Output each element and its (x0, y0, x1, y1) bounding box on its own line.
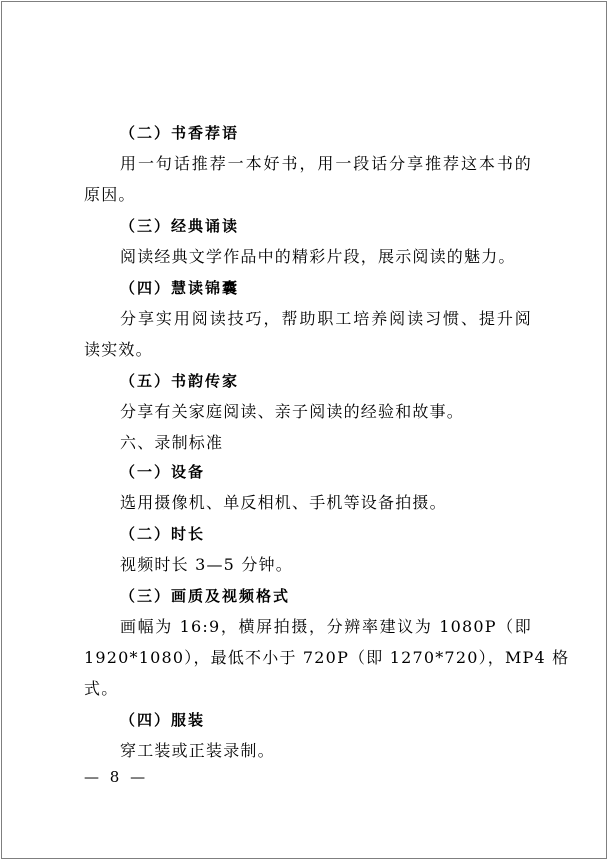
paragraph-line: 式。 (84, 679, 119, 698)
section-heading-family-reading: （五）书韵传家 (120, 372, 240, 390)
paragraph-line: 用一句话推荐一本好书，用一段话分享推荐这本书的 (120, 154, 532, 173)
paragraph-line: 分享实用阅读技巧，帮助职工培养阅读习惯、提升阅 (120, 309, 532, 328)
section-heading-classic-recitation: （三）经典诵读 (120, 217, 240, 235)
section-heading-recording-standards: 六、录制标准 (120, 433, 224, 452)
paragraph-line: 分享有关家庭阅读、亲子阅读的经验和故事。 (120, 402, 465, 421)
paragraph-line: 穿工装或正装录制。 (120, 741, 275, 760)
subsection-heading-equipment: （一）设备 (120, 463, 206, 481)
paragraph-line: 1920*1080），最低不小于 720P（即 1270*720），MP4 格 (84, 648, 570, 667)
subsection-heading-duration: （二）时长 (120, 525, 206, 543)
paragraph-line: 阅读经典文学作品中的精彩片段，展示阅读的魅力。 (120, 247, 516, 266)
paragraph-line: 画幅为 16:9，横屏拍摄，分辨率建议为 1080P（即 (120, 617, 532, 636)
paragraph-line: 原因。 (84, 185, 136, 204)
section-heading-book-recommendation: （二）书香荐语 (120, 124, 240, 142)
paragraph-line: 读实效。 (84, 340, 153, 359)
paragraph-line: 选用摄像机、单反相机、手机等设备拍摄。 (120, 493, 447, 512)
page-border (1, 1, 607, 859)
paragraph-line: 视频时长 3—5 分钟。 (120, 555, 293, 574)
section-heading-reading-tips: （四）慧读锦囊 (120, 279, 240, 297)
subsection-heading-video-format: （三）画质及视频格式 (120, 587, 291, 605)
page-number: — 8 — (84, 768, 149, 786)
subsection-heading-attire: （四）服装 (120, 711, 206, 729)
